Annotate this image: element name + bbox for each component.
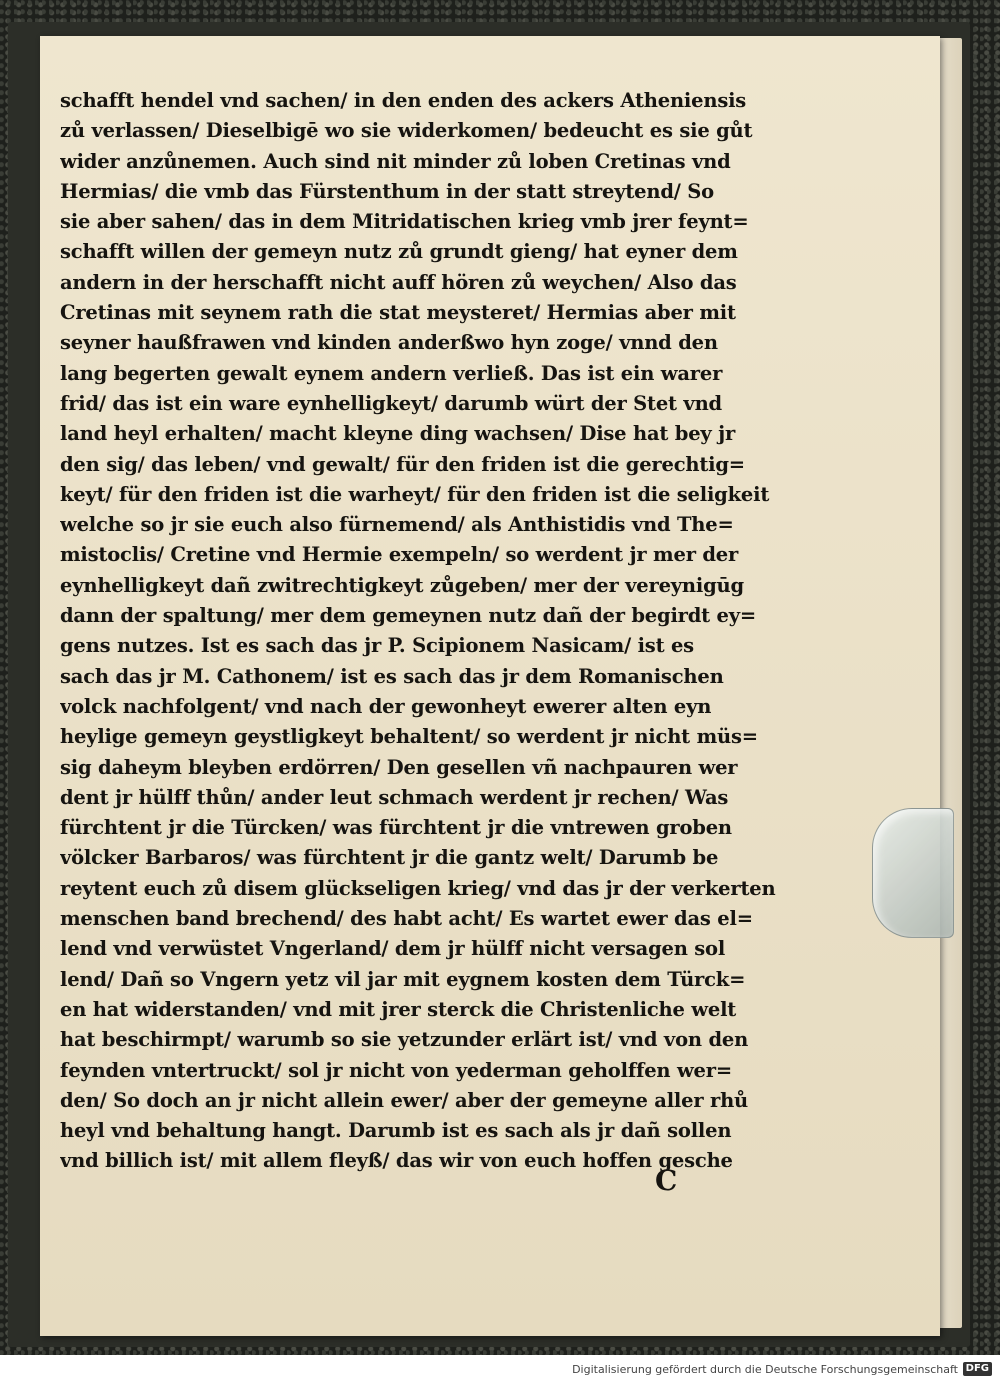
text-line: feynden vntertruckt/ sol jr nicht von yederman geholffen wer= [60, 1058, 732, 1082]
text-line: dent jr hülff thůn/ ander leut schmach werdent jr rechen/ Was [60, 785, 729, 809]
text-line: frid/ das ist ein ware eynhelligkeyt/ darumb würt der Stet vnd [60, 391, 722, 415]
text-line: lang begerten gewalt eynem andern verließ. Das ist ein warer [60, 361, 723, 385]
text-line: andern in der herschafft nicht auff hören zů weychen/ Also das [60, 270, 737, 294]
page-text [60, 86, 835, 1177]
text-line: sig daheym bleyben erdörren/ Den gesellen vñ nachpauren wer [60, 755, 738, 779]
text-line: land heyl erhalten/ macht kleyne ding wachsen/ Dise hat bey jr [60, 422, 736, 446]
text-line: hat beschirmpt/ warumb so sie yetzunder erlärt ist/ vnd von den [60, 1028, 749, 1052]
footer-credit: Digitalisierung gefördert durch die Deutsche Forschungsgemeinschaft [572, 1363, 958, 1376]
text-line: fürchtent jr die Türcken/ was fürchtent jr die vntrewen groben [60, 816, 732, 840]
text-line: vnd billich ist/ mit allem fleyß/ das wir von euch hoffen gesche [60, 1149, 733, 1173]
text-line: sach das jr M. Cathonem/ ist es sach das jr dem Romanischen [60, 664, 724, 688]
dfg-logo-icon: DFG [963, 1362, 992, 1376]
text-line: sie aber sahen/ das in dem Mitridatischen krieg vmb jrer feynt= [60, 210, 749, 234]
text-line: Hermias/ die vmb das Fürstenthum in der statt streytend/ So [60, 179, 714, 203]
text-line: mistoclis/ Cretine vnd Hermie exempeln/ so werdent jr mer der [60, 543, 739, 567]
footer [0, 1355, 1000, 1382]
text-line: heylige gemeyn geystligkeyt behaltent/ so werdent jr nicht müs= [60, 725, 758, 749]
text-line: lend vnd verwüstet Vngerland/ dem jr hülff nicht versagen sol [60, 937, 726, 961]
text-line: reytent euch zů disem glückseligen krieg/ vnd das jr der verkerten [60, 876, 776, 900]
text-line: en hat widerstanden/ vnd mit jrer sterck die Christenliche welt [60, 997, 737, 1021]
page-clip [872, 808, 954, 938]
text-line: volck nachfolgent/ vnd nach der gewonheyt ewerer alten eyn [60, 694, 712, 718]
text-line: zů verlassen/ Dieselbigē wo sie widerkomen/ bedeucht es sie gůt [60, 119, 753, 143]
text-line: schafft hendel vnd sachen/ in den enden des ackers Atheniensis [60, 89, 747, 112]
text-line: schafft willen der gemeyn nutz zů grundt gieng/ hat eyner dem [60, 240, 738, 264]
text-line: den sig/ das leben/ vnd gewalt/ für den friden ist die gerechtig= [60, 452, 745, 476]
text-line: menschen band brechend/ des habt acht/ Es wartet ewer das el= [60, 907, 753, 931]
text-line: seyner haußfrawen vnd kinden anderßwo hyn zoge/ vnnd den [60, 331, 718, 355]
text-line: völcker Barbaros/ was fürchtent jr die gantz welt/ Darumb be [60, 846, 719, 870]
book-page [40, 36, 940, 1336]
text-line: lend/ Dañ so Vngern yetz vil jar mit eygnem kosten dem Türck= [60, 967, 746, 991]
signature-mark: C [655, 1164, 678, 1197]
text-line: Cretinas mit seynem rath die stat meysteret/ Hermias aber mit [60, 301, 736, 325]
text-line: heyl vnd behaltung hangt. Darumb ist es sach als jr dañ sollen [60, 1119, 732, 1143]
text-line: gens nutzes. Ist es sach das jr P. Scipionem Nasicam/ ist es [60, 634, 694, 658]
text-line: den/ So doch an jr nicht allein ewer/ aber der gemeyne aller rhů [60, 1088, 749, 1112]
text-line: keyt/ für den friden ist die warheyt/ für den friden ist die seligkeit [60, 482, 770, 506]
text-line: dann der spaltung/ mer dem gemeynen nutz dañ der begirdt ey= [60, 604, 757, 628]
text-line: welche so jr sie euch also fürnemend/ als Anthistidis vnd The= [60, 513, 734, 537]
text-line: wider anzůnemen. Auch sind nit minder zů loben Cretinas vnd [60, 149, 731, 173]
text-line: eynhelligkeyt dañ zwitrechtigkeyt zůgeben/ mer der vereynigūg [60, 573, 744, 597]
